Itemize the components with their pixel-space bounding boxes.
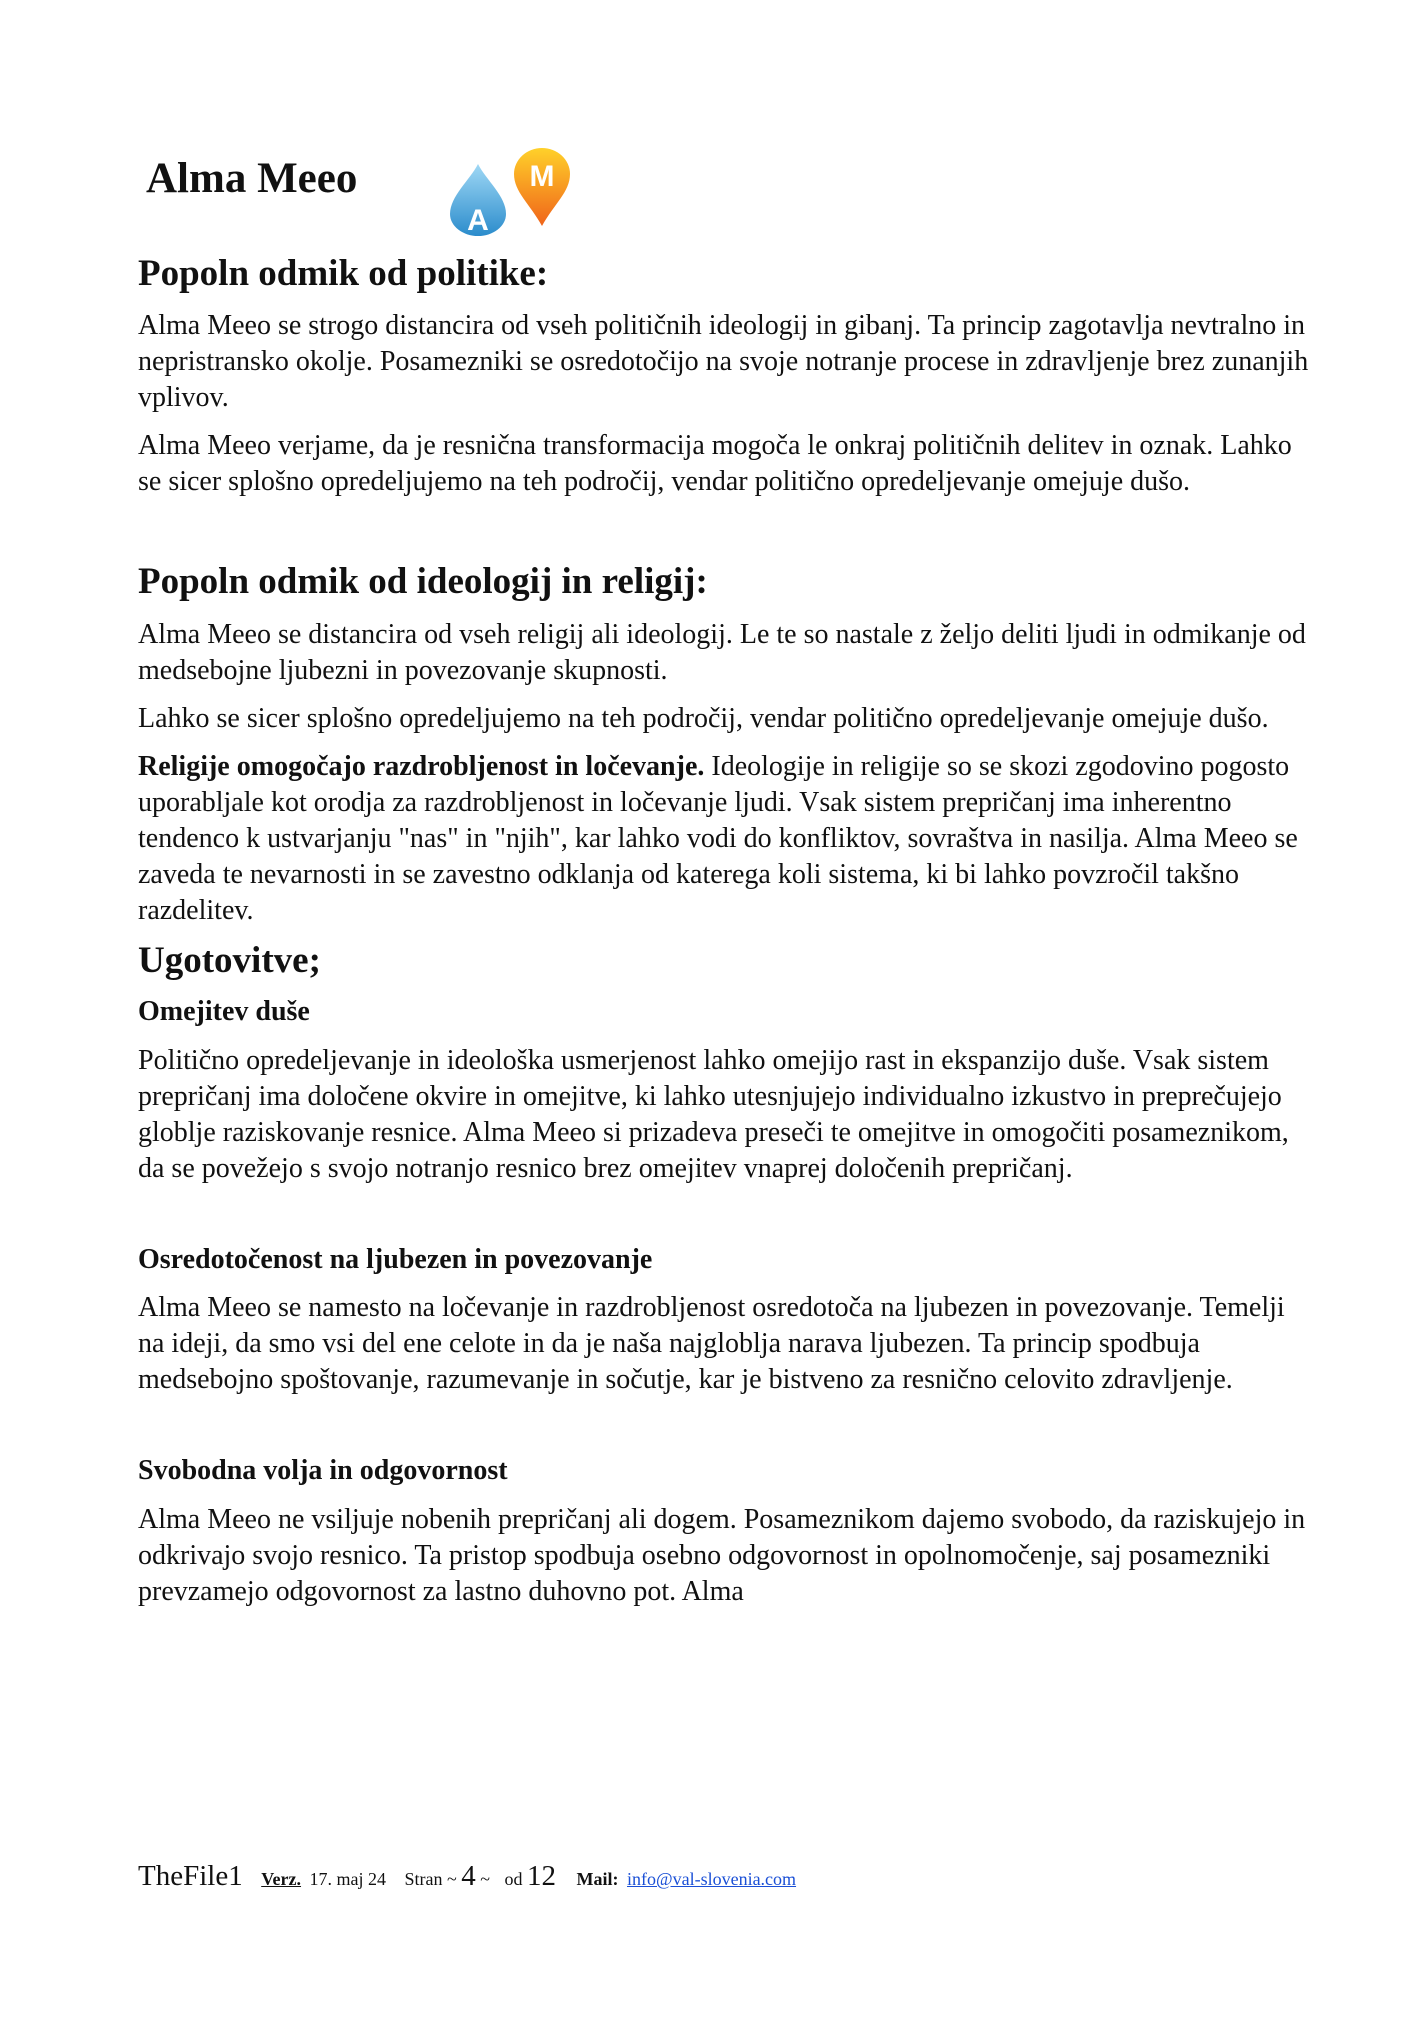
paragraph: Alma Meeo verjame, da je resnična transformacija mogoča le onkraj političnih delitev in oznak. Lahko se sicer splošno opredeljujemo na teh področij, vendar politično opredeljevanje omejuje dušo. — [138, 430, 1292, 498]
finding-title-soul-limit: Omejitev duše — [138, 996, 310, 1028]
paragraph: Lahko se sicer splošno opredeljujemo na teh področij, vendar politično opredeljevanje omejuje dušo. — [138, 702, 1269, 734]
paragraph: Alma Meeo se strogo distancira od vseh političnih ideologij in gibanj. Ta princip zagotavlja nevtralno in nepristransko okolje. Posamezniki se osredotočijo na svoje notranje procese in zdravljenje brez zunanjih vplivov. — [138, 310, 1309, 414]
page-header — [146, 150, 746, 240]
spacer — [138, 1410, 1310, 1454]
alma-meeo-logo-icon — [430, 148, 590, 240]
spacer — [138, 1199, 1310, 1243]
logo-letter-a: A — [467, 204, 489, 237]
footer-mail-label: Mail: — [576, 1869, 619, 1889]
footer-email-link[interactable]: info@val-slovenia.com — [627, 1869, 797, 1889]
bold-lead: Religije omogočajo razdrobljenost in ločevanje. — [138, 750, 705, 782]
section-heading-politics: Popoln odmik od politike: — [138, 253, 549, 294]
footer-page-separator: ~ — [480, 1869, 491, 1889]
page-footer — [138, 1860, 796, 1893]
finding-text: Alma Meeo se namesto na ločevanje in razdrobljenost osredotoča na ljubezen in povezovanje. Temelji na ideji, da smo vsi del ene celote in da je naša najgloblja narava ljubezen. Ta princip spodbuja medsebojno spoštovanje, razumevanje in sočutje, kar je bistveno za resnično celovito zdravljenje. — [138, 1292, 1285, 1396]
footer-version-label: Verz. — [261, 1869, 302, 1889]
finding-title-love: Osredotočenost na ljubezen in povezovanje — [138, 1243, 653, 1275]
finding-title-free-will: Svobodna volja in odgovornost — [138, 1455, 508, 1487]
spacer — [138, 512, 1310, 560]
paragraph-religions — [138, 749, 1310, 929]
findings-heading: Ugotovitve; — [138, 939, 321, 981]
finding-text: Alma Meeo ne vsiljuje nobenih prepričanj ali dogem. Posameznikom dajemo svobodo, da raziskujejo in odkrivajo svojo resnico. Ta pristop spodbuja osebno odgovornost in opolnomočenje, saj posamezniki prevzamejo odgovornost za lastno duhovno pot. Alma — [138, 1503, 1306, 1607]
section-heading-ideologies: Popoln odmik od ideologij in religij: — [138, 561, 708, 603]
footer-of-label: od — [504, 1869, 523, 1889]
document-body — [138, 252, 1310, 1622]
paragraph: Alma Meeo se distancira od vseh religij ali ideologij. Le te so nastale z željo deliti ljudi in odmikanje od medsebojne ljubezni in povezovanje skupnosti. — [138, 618, 1306, 686]
footer-total-pages: 12 — [527, 1860, 557, 1892]
brand-title: Alma Meeo — [146, 155, 358, 202]
logo-letter-m: M — [529, 160, 555, 193]
footer-file-name: TheFile1 — [138, 1860, 243, 1892]
footer-page-number: 4 — [461, 1860, 476, 1892]
footer-page-label: Stran ~ — [404, 1869, 457, 1889]
paragraph-text: Ideologije in religije so se skozi zgodovino pogosto uporabljale kot orodja za razdrobljenost in ločevanje ljudi. Vsak sistem prepričanj ima inherentno tendenco k ustvarjanju "nas" in "njih", kar lahko vodi do konfliktov, sovraštva in nasilja. Alma Meeo se zaveda te nevarnosti in se zavestno odklanja od katerega koli sistema, ki bi lahko povzročil takšno razdelitev. — [138, 750, 1298, 926]
footer-date: 17. maj 24 — [309, 1869, 387, 1889]
finding-text: Politično opredeljevanje in ideološka usmerjenost lahko omejijo rast in ekspanzijo duše. Vsak sistem prepričanj ima določene okvire in omejitve, ki lahko utesnjujejo individualno izkustvo in preprečujejo globlje raziskovanje resnice. Alma Meeo si prizadeva preseči te omejitve in omogočiti posameznikom, da se povežejo s svojo notranjo resnico brez omejitev vnaprej določenih prepričanj. — [138, 1044, 1289, 1184]
